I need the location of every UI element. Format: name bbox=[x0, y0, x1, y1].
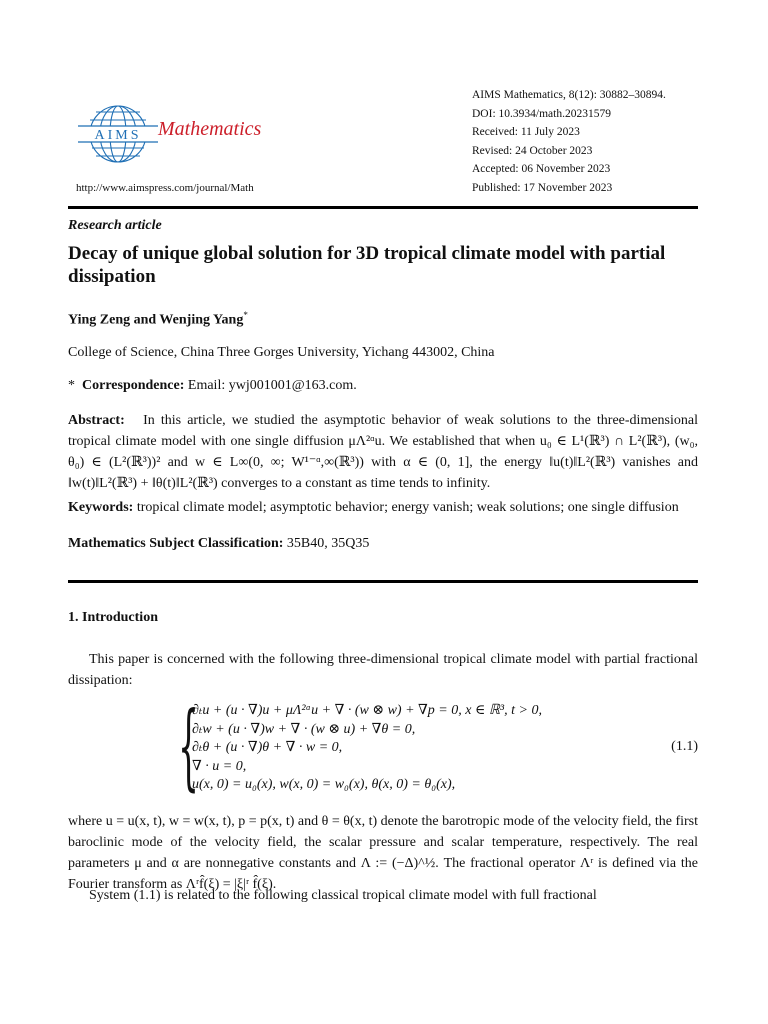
equation-line: u(x, 0) = u₀(x), w(x, 0) = w₀(x), θ(x, 0) = θ₀(x), bbox=[192, 777, 456, 792]
equation-system bbox=[178, 692, 698, 801]
section-heading: 1. Introduction bbox=[68, 610, 158, 625]
equation-line: ∇ · u = 0, bbox=[192, 758, 247, 774]
msc bbox=[68, 536, 369, 552]
author-mark: * bbox=[243, 310, 248, 320]
intro-paragraph: This paper is concerned with the following three-dimensional tropical climate model with partial fractional dissipation: bbox=[68, 652, 698, 688]
equation-number: (1.1) bbox=[671, 739, 698, 754]
author-names: Ying Zeng and Wenjing Yang bbox=[68, 312, 244, 328]
equation-line: ∂ₜu + (u · ∇)u + μΛ²ᵅu + ∇ · (w ⊗ w) + ∇p = 0, x ∈ ℝ³, t > 0, bbox=[192, 703, 542, 718]
citation: AIMS Mathematics, 8(12): 30882–30894. bbox=[472, 89, 666, 101]
published-date: Published: 17 November 2023 bbox=[472, 181, 613, 194]
abstract bbox=[68, 410, 698, 494]
msc-label: Mathematics Subject Classification: bbox=[68, 536, 284, 551]
keywords bbox=[68, 499, 698, 516]
equation-line: ∂ₜθ + (u · ∇)θ + ∇ · w = 0, bbox=[192, 740, 343, 755]
msc-text: 35B40, 35Q35 bbox=[286, 536, 370, 551]
corr-label: Correspondence: bbox=[82, 378, 185, 393]
equation-line: ∂ₜw + (u · ∇)w + ∇ · (w ⊗ u) + ∇θ = 0, bbox=[192, 721, 416, 737]
where-paragraph: where u = u(x, t), w = w(x, t), p = p(x, t) and θ = θ(x, t) denote the barotropic mode of the velocity field, the first baroclinic mode of the velocity field, the scalar pressure and scalar temperature, respectively. The real parameters μ and α are nonnegative constants and Λ := (−Δ)^½. The fractional operator Λʳ is defined via the Fourier transform as Λʳf̂(ξ) = |ξ|ʳ f̂(ξ). bbox=[68, 814, 698, 892]
journal-url[interactable]: http://www.aimspress.com/journal/Math bbox=[76, 182, 254, 194]
received-date: Received: 11 July 2023 bbox=[472, 126, 580, 139]
authors bbox=[68, 310, 248, 329]
doi[interactable]: DOI: 10.3934/math.20231579 bbox=[472, 107, 611, 120]
affiliation: College of Science, China Three Gorges University, Yichang 443002, China bbox=[68, 345, 495, 360]
keywords-text: tropical climate model; asymptotic behavior; energy vanish; weak solutions; one single diffusion bbox=[136, 500, 679, 515]
equation-lines bbox=[192, 702, 542, 795]
correspondence bbox=[68, 378, 357, 394]
logo-text: AIMS bbox=[94, 128, 142, 143]
corr-star: * bbox=[68, 378, 75, 393]
equation-brace: { bbox=[178, 692, 199, 801]
journal-logo bbox=[76, 96, 160, 172]
abstract-label: Abstract: bbox=[68, 413, 125, 428]
header-divider bbox=[68, 206, 698, 209]
journal-name: Mathematics bbox=[158, 118, 262, 140]
publication-meta bbox=[472, 86, 666, 198]
article-title: Decay of unique global solution for 3D tropical climate model with partial dissipation bbox=[68, 243, 666, 287]
abstract-text: In this article, we studied the asymptotic behavior of weak solutions to the three-dimensional tropical climate model with one single diffusion μΛ²ᵅu. We established that when u₀ ∈ L¹(ℝ³) ∩ L²(ℝ³), (w₀, θ₀) ∈ (L²(ℝ³))² and w ∈ L∞(0, ∞; W¹⁻ᵅ,∞(ℝ³)) with α ∈ (0, 1], the energy ‖u(t)‖L²(ℝ³) vanishes and ‖w(t)‖L²(ℝ³) + ‖θ(t)‖L²(ℝ³) converges to a constant as time tends to infinity. bbox=[68, 413, 698, 491]
abstract-divider bbox=[68, 580, 698, 583]
system-paragraph: System (1.1) is related to the following classical tropical climate model with full fractional bbox=[89, 888, 597, 903]
article-type: Research article bbox=[68, 218, 162, 233]
globe-icon bbox=[76, 96, 160, 172]
accepted-date: Accepted: 06 November 2023 bbox=[472, 163, 611, 176]
corr-email[interactable]: Email: ywj001001@163.com. bbox=[187, 378, 357, 393]
keywords-label: Keywords: bbox=[68, 500, 134, 515]
revised-date: Revised: 24 October 2023 bbox=[472, 144, 593, 157]
